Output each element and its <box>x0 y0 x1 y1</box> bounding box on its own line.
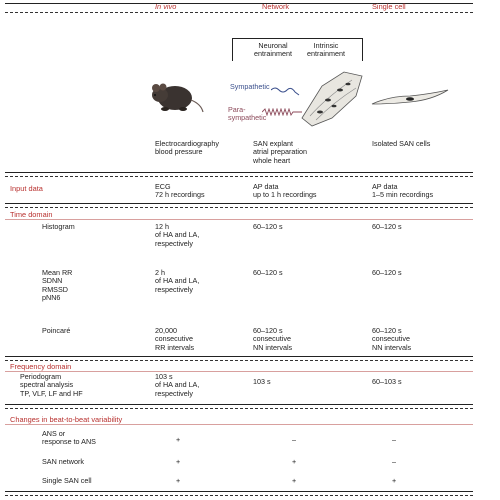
row-stats-single: 60–120 s <box>372 268 402 277</box>
changes-underline <box>5 424 473 425</box>
input-single: AP data 1–5 min recordings <box>372 182 434 200</box>
time-domain-label: Time domain <box>10 210 53 219</box>
row-poincare-single: 60–120 s consecutive NN intervals <box>372 326 412 352</box>
row-periodogram-network: 103 s <box>253 377 271 386</box>
row-histogram-single: 60–120 s <box>372 222 402 231</box>
frequency-domain-label: Frequency domain <box>10 362 72 371</box>
rule-after-prep-dashed <box>5 176 473 177</box>
col-header-invivo: In vivo <box>155 2 177 11</box>
row-poincare-network: 60–120 s consecutive NN intervals <box>253 326 293 352</box>
single-cell-image <box>370 88 450 110</box>
neuronal-entrainment-label: Neuronal entrainment <box>254 41 292 59</box>
row-poincare-invivo: 20,000 consecutive RR intervals <box>155 326 195 352</box>
prep-invivo: Electrocardiography blood pressure <box>155 139 219 157</box>
input-network: AP data up to 1 h recordings <box>253 182 317 200</box>
time-domain-underline <box>5 219 473 220</box>
rule-after-time <box>5 356 473 357</box>
row-stats-invivo: 2 h of HA and LA, respectively <box>155 268 200 294</box>
row-ans-label: ANS or response to ANS <box>42 429 96 447</box>
row-periodogram-invivo: 103 s of HA and LA, respectively <box>155 372 200 398</box>
row-san-network-network: + <box>292 457 297 466</box>
row-single-cell-invivo: + <box>176 476 181 485</box>
col-header-single: Single cell <box>372 2 406 11</box>
row-ans-network: – <box>292 435 296 444</box>
row-stats-network: 60–120 s <box>253 268 283 277</box>
row-histogram-network: 60–120 s <box>253 222 283 231</box>
top-rule-dashed <box>5 12 473 13</box>
rule-after-frequency-dashed <box>5 408 473 409</box>
row-san-network-single: – <box>392 457 396 466</box>
row-histogram-invivo: 12 h of HA and LA, respectively <box>155 222 200 248</box>
parasympathetic-label: Para- sympathetic <box>228 105 267 123</box>
rule-after-time-dashed <box>5 360 473 361</box>
prep-network: SAN explant atrial preparation whole heart <box>253 139 307 165</box>
row-poincare-label: Poincaré <box>42 326 71 335</box>
prep-single: Isolated SAN cells <box>372 139 431 148</box>
san-explant-image <box>292 66 372 130</box>
bottom-rule-dashed <box>5 495 473 496</box>
rule-after-input <box>5 203 473 204</box>
row-san-network-invivo: + <box>176 457 181 466</box>
row-single-cell-label: Single SAN cell <box>42 476 92 485</box>
intrinsic-entrainment-label: Intrinsic entrainment <box>307 41 345 59</box>
input-invivo: ECG 72 h recordings <box>155 182 205 200</box>
changes-label: Changes in beat-to-beat variability <box>10 415 123 424</box>
col-header-network: Network <box>262 2 290 11</box>
row-periodogram-label: Periodogram spectral analysis TP, VLF, LF and HF <box>20 372 83 398</box>
mouse-image <box>145 78 205 116</box>
rule-after-frequency <box>5 404 473 405</box>
intrinsic-entrainment-bracket <box>300 38 363 61</box>
row-periodogram-single: 60–103 s <box>372 377 402 386</box>
sympathetic-label: Sympathetic <box>230 82 270 91</box>
row-single-cell-network: + <box>292 476 297 485</box>
rule-after-input-dashed <box>5 207 473 208</box>
row-single-cell-single: + <box>392 476 397 485</box>
row-ans-invivo: + <box>176 435 181 444</box>
input-data-label: Input data <box>10 184 43 193</box>
row-san-network-label: SAN network <box>42 457 84 466</box>
rule-after-prep <box>5 172 473 173</box>
frequency-domain-underline <box>5 371 473 372</box>
bottom-rule <box>5 491 473 492</box>
row-stats-label: Mean RR SDNN RMSSD pNN6 <box>42 268 73 303</box>
row-histogram-label: Histogram <box>42 222 75 231</box>
row-ans-single: – <box>392 435 396 444</box>
